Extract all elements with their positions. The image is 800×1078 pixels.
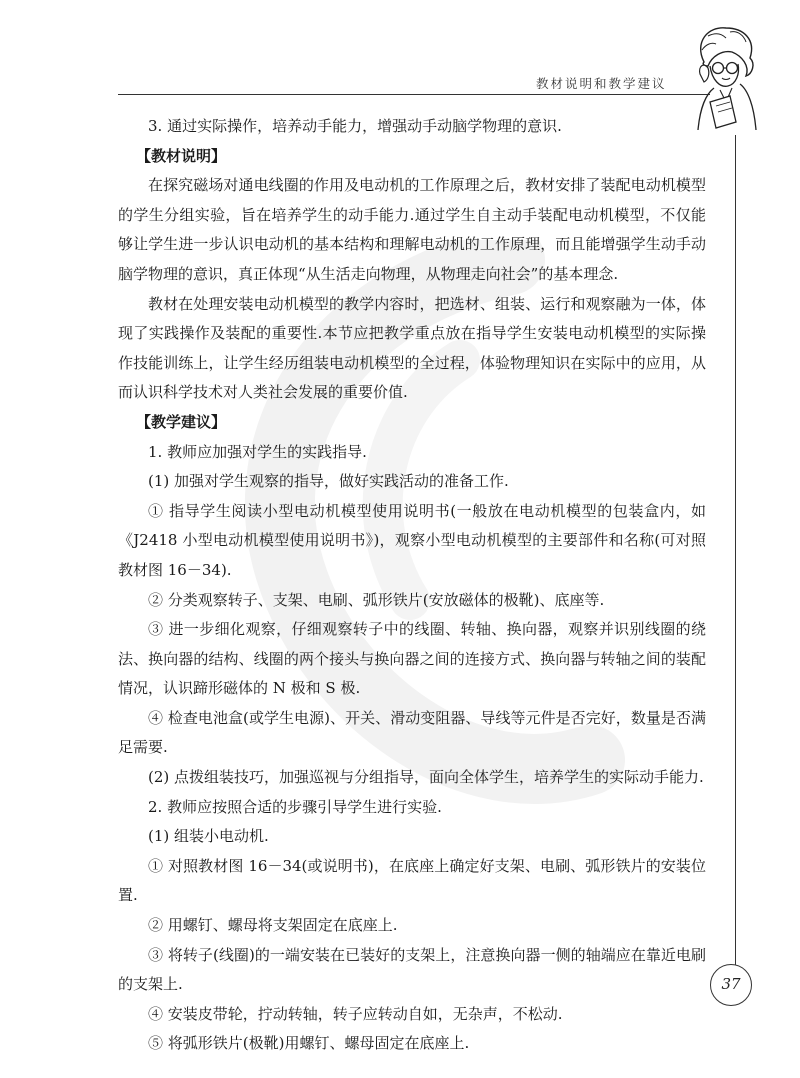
body-paragraph: 教材在处理安装电动机模型的教学内容时，把选材、组装、运行和观察融为一体，体现了实践操作及装配的重要性.本节应把教学重点放在指导学生安装电动机模型的实际操作技能训练上，让学生经历组装电动机模型的全过程，体验物理知识在实际中的应用，从而认识科学技术对人类社会发展的重要价值. — [118, 294, 706, 402]
margin-rule — [735, 135, 736, 965]
page-content — [118, 112, 706, 1059]
subheading: 1. 教师应加强对学生的实践指导. — [148, 442, 367, 461]
subheading: 2. 教师应按照合适的步骤引导学生进行实验. — [148, 797, 442, 816]
objective-item: 3. 通过实际操作，培养动手能力，增强动手动脑学物理的意识. — [148, 117, 562, 135]
list-item: ② 用螺钉、螺母将支架固定在底座上. — [148, 916, 398, 935]
section-heading: 【教材说明】 — [136, 146, 227, 165]
list-item: ① 指导学生阅读小型电动机模型使用说明书(一般放在电动机模型的包装盒内，如《J2418 小型电动机模型使用说明书》)，观察小型电动机模型的主要部件和名称(可对照教材图 16－34). — [118, 501, 706, 579]
list-item: ④ 检查电池盒(或学生电源)、开关、滑动变阻器、导线等元件是否完好，数量是否满足需要. — [118, 708, 706, 757]
list-item: ③ 将转子(线圈)的一端安装在已装好的支架上，注意换向器一侧的轴端应在靠近电刷的支架上. — [118, 945, 706, 994]
list-item: ① 对照教材图 16－34(或说明书)，在底座上确定好支架、电刷、弧形铁片的安装位置. — [118, 856, 706, 905]
list-item: ③ 进一步细化观察，仔细观察转子中的线圈、转轴、换向器，观察并识别线圈的绕法、换向器的结构、线圈的两个接头与换向器之间的连接方式、换向器与转轴之间的装配情况，认识蹄形磁体的 N 极和 S 极. — [118, 620, 706, 698]
list-item: (2) 点拨组装技巧，加强巡视与分组指导，面向全体学生，培养学生的实际动手能力. — [148, 768, 704, 787]
page-number: 37 — [710, 964, 752, 1006]
header-rule — [118, 94, 710, 95]
list-item: (1) 加强对学生观察的指导，做好实践活动的准备工作. — [148, 472, 509, 491]
list-item: (1) 组装小电动机. — [148, 827, 269, 846]
running-header-title: 教材说明和教学建议 — [536, 76, 667, 91]
section-heading: 【教学建议】 — [136, 412, 227, 431]
list-item: ④ 安装皮带轮，拧动转轴，转子应转动自如，无杂声，不松动. — [148, 1004, 563, 1023]
list-item: ⑤ 将弧形铁片(极靴)用螺钉、螺母固定在底座上. — [148, 1034, 470, 1053]
body-paragraph: 在探究磁场对通电线圈的作用及电动机的工作原理之后，教材安排了装配电动机模型的学生分组实验，旨在培养学生的动手能力.通过学生自主动手装配电动机模型，不仅能够让学生进一步认识电动机的基本结构和理解电动机的工作原理，而且能增强学生动手动脑学物理的意识，真正体现“从生活走向物理，从物理走向社会”的基本理念. — [118, 176, 706, 283]
list-item: ② 分类观察转子、支架、电刷、弧形铁片(安放磁体的极靴)、底座等. — [148, 590, 605, 609]
